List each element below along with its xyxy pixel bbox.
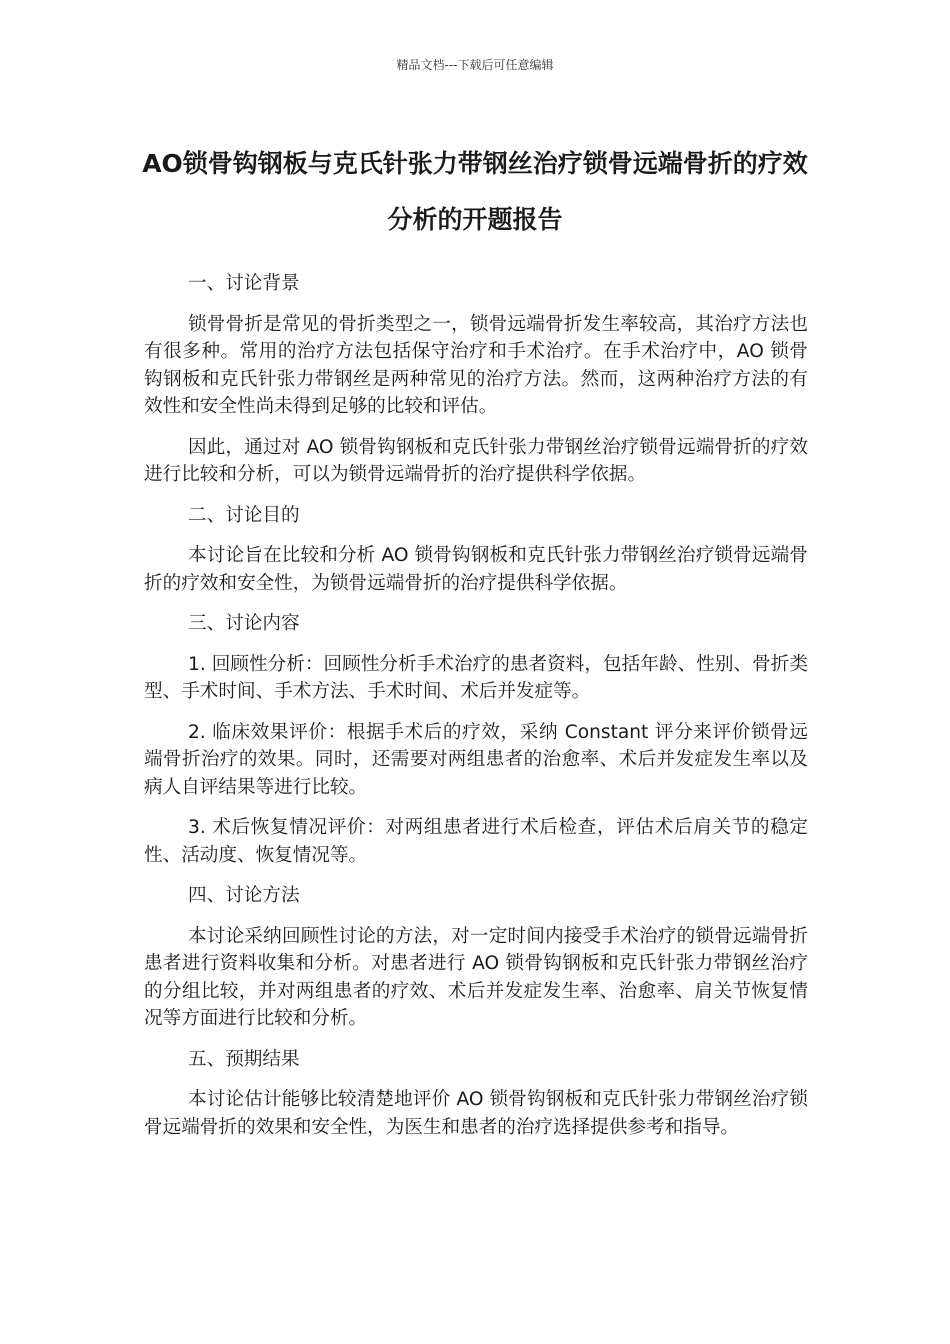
section-content — [144, 610, 808, 869]
section-method — [144, 882, 808, 1033]
section-heading: 一、讨论背景 — [188, 273, 300, 294]
section-background — [144, 270, 808, 489]
document-body — [144, 270, 808, 1154]
paragraph: 因此，通过对 AO 锁骨钩钢板和克氏针张力带钢丝治疗锁骨远端骨折的疗效进行比较和分析，可以为锁骨远端骨折的治疗提供科学依据。 — [144, 436, 808, 485]
paragraph: 本讨论采纳回顾性讨论的方法，对一定时间内接受手术治疗的锁骨远端骨折患者进行资料收集和分析。对患者进行 AO 锁骨钩钢板和克氏针张力带钢丝治疗的分组比较，并对两组患者的疗效、术后并发症发生率、治愈率、肩关节恢复情况等方面进行比较和分析。 — [144, 925, 808, 1029]
section-expected-results — [144, 1046, 808, 1142]
section-heading: 二、讨论目的 — [188, 504, 300, 526]
paragraph: 本讨论估计能够比较清楚地评价 AO 锁骨钩钢板和克氏针张力带钢丝治疗锁骨远端骨折的效果和安全性，为医生和患者的治疗选择提供参考和指导。 — [144, 1089, 808, 1138]
paragraph: 3. 术后恢复情况评价：对两组患者进行术后检查，评估术后肩关节的稳定性、活动度、恢复情况等。 — [144, 817, 808, 866]
paragraph: 锁骨骨折是常见的骨折类型之一，锁骨远端骨折发生率较高，其治疗方法也有很多种。常用的治疗方法包括保守治疗和手术治疗。在手术治疗中，AO 锁骨钩钢板和克氏针张力带钢丝是两种常见的治疗方法。然而，这两种治疗方法的有效性和安全性尚未得到足够的比较和评估。 — [144, 313, 808, 417]
document-title: AO锁骨钩钢板与克氏针张力带钢丝治疗锁骨远端骨折的疗效分析的开题报告 — [142, 149, 808, 234]
paragraph: 本讨论旨在比较和分析 AO 锁骨钩钢板和克氏针张力带钢丝治疗锁骨远端骨折的疗效和安全性，为锁骨远端骨折的治疗提供科学依据。 — [144, 545, 808, 594]
paragraph: 1. 回顾性分析：回顾性分析手术治疗的患者资料，包括年龄、性别、骨折类型、手术时间、手术方法、手术时间、术后并发症等。 — [144, 653, 808, 702]
header-note: 精品文档---下载后可任意编辑 — [396, 58, 554, 72]
section-purpose — [144, 502, 808, 598]
section-heading: 五、预期结果 — [188, 1048, 300, 1070]
section-heading: 三、讨论内容 — [188, 613, 300, 634]
paragraph: 2. 临床效果评价：根据手术后的疗效，采纳 Constant 评分来评价锁骨远端骨折治疗的效果。同时，还需要对两组患者的治愈率、术后并发症发生率以及病人自评结果等进行比较。 — [144, 721, 808, 798]
section-heading: 四、讨论方法 — [188, 885, 300, 906]
